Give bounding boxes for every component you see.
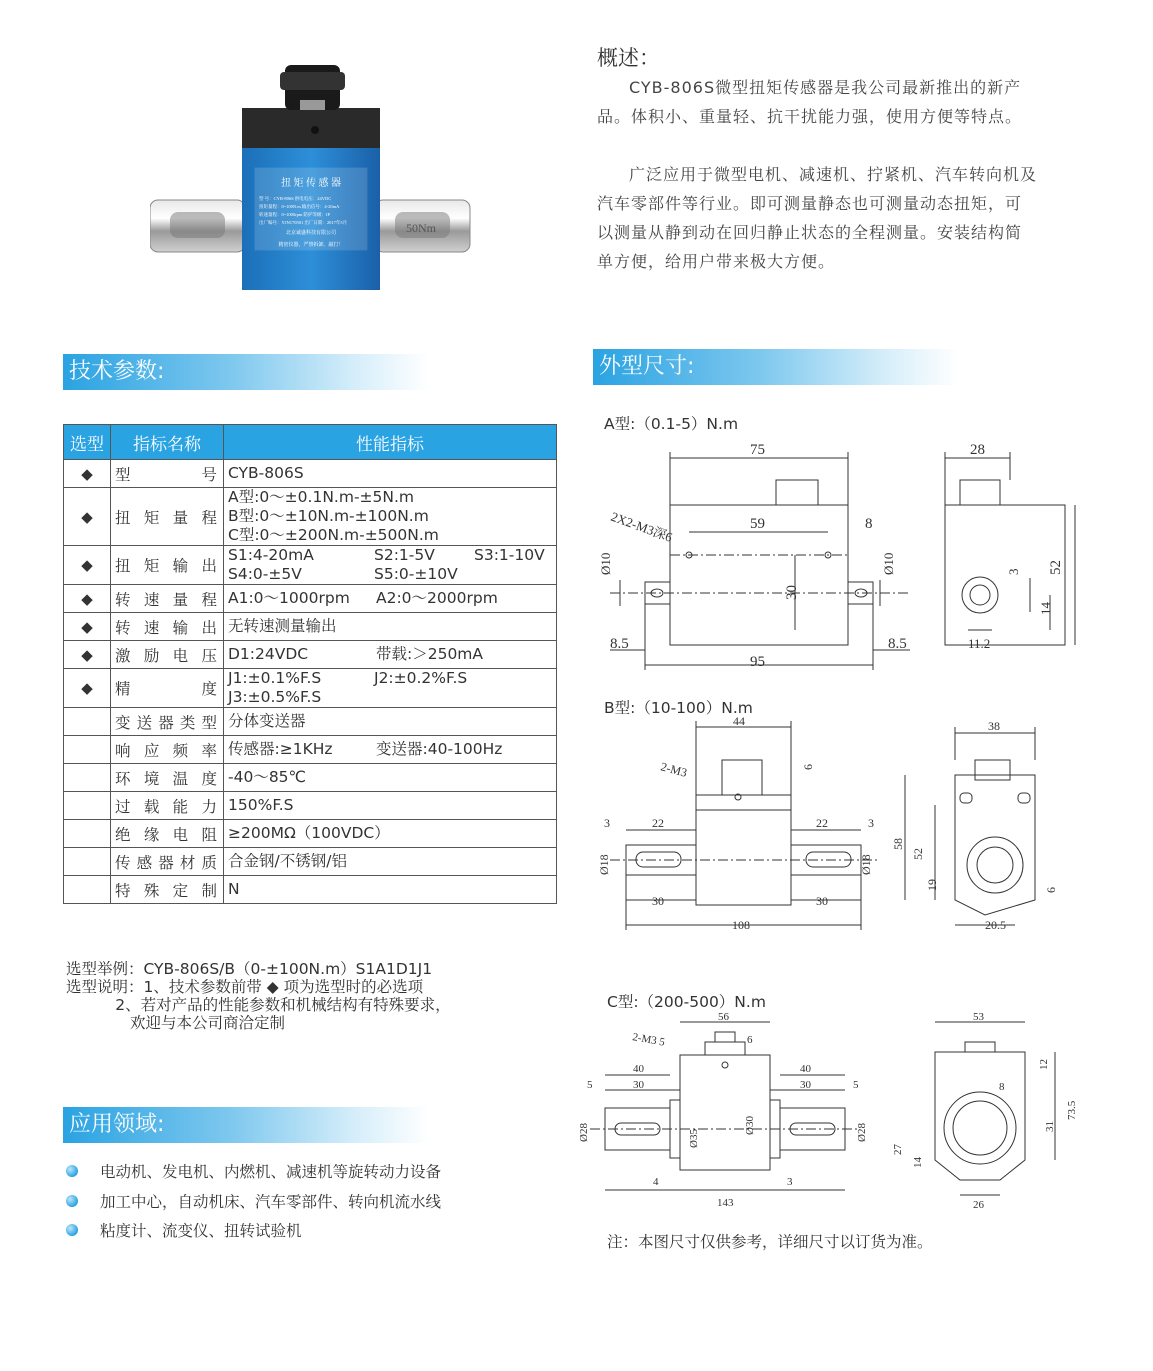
- dim-73-5: 73.5: [1066, 1100, 1078, 1120]
- dim-40-left: 40: [633, 1063, 644, 1075]
- table-row: [64, 848, 557, 876]
- diamond-mark: ◆: [64, 585, 111, 613]
- empty-select: [64, 792, 111, 820]
- value-item: J3:±0.5%F.S: [228, 688, 322, 706]
- dim-12: 12: [1038, 1059, 1050, 1070]
- row-name: 绝缘电阻: [111, 820, 224, 848]
- product-photo: [150, 50, 510, 310]
- empty-select: [64, 764, 111, 792]
- application-item: [66, 1190, 441, 1212]
- bullet-icon: [66, 1195, 78, 1207]
- dim-phi35: Ø35: [688, 1129, 700, 1148]
- dim-59: 59: [750, 516, 765, 532]
- dim-8-c: 8: [999, 1081, 1005, 1093]
- empty-select: [64, 708, 111, 736]
- row-value: N: [224, 876, 557, 904]
- table-row: [64, 876, 557, 904]
- example-line-3: 2、若对产品的性能参数和机械结构有特殊要求，: [66, 996, 451, 1014]
- value-line: C型:0～±200N.m-±500N.m: [228, 526, 439, 544]
- dim-143: 143: [717, 1197, 734, 1209]
- plate-line-3: 转速量程：0~1000rpm 防护等级：IP: [259, 212, 331, 217]
- dim-28: 28: [970, 442, 985, 458]
- dim-6-c: 6: [747, 1034, 753, 1046]
- value-item: S3:1-10V: [474, 546, 545, 564]
- dim-phi18-left: Ø18: [597, 854, 611, 875]
- row-value: [224, 488, 557, 546]
- value-item: A2:0～2000rpm: [376, 589, 498, 607]
- table-row: [64, 764, 557, 792]
- row-name: 变送器类型: [111, 708, 224, 736]
- dim-30-b-left: 30: [652, 894, 664, 908]
- row-value: -40～85℃: [224, 764, 557, 792]
- application-item: [66, 1219, 302, 1241]
- dim-phi30: Ø30: [744, 1116, 756, 1135]
- application-text: 加工中心，自动机床、汽车零部件、转向机流水线: [100, 1193, 442, 1211]
- drawing-type-a: [590, 430, 1110, 680]
- dim-52-b: 52: [911, 848, 925, 860]
- dim-5-c-right: 5: [853, 1079, 859, 1091]
- row-value: [224, 585, 557, 613]
- spec-table: [63, 424, 557, 904]
- table-row: [64, 488, 557, 546]
- dim-6-b-side: 6: [1044, 887, 1058, 893]
- dim-3-b-left: 3: [604, 816, 610, 830]
- row-value: ≥200MΩ（100VDC）: [224, 820, 557, 848]
- dim-8: 8: [865, 516, 873, 532]
- table-row: [64, 613, 557, 641]
- value-item: J2:±0.2%F.S: [374, 669, 468, 687]
- value-line: A型:0～±0.1N.m-±5N.m: [228, 488, 415, 506]
- row-value: 无转速测量输出: [224, 613, 557, 641]
- dim-58: 58: [891, 838, 905, 850]
- row-name: 扭矩输出: [111, 546, 224, 585]
- row-name: 扭矩量程: [111, 488, 224, 546]
- dim-30: 30: [784, 585, 800, 600]
- tech-params-header: 技术参数:: [63, 354, 429, 390]
- dim-20-5: 20.5: [985, 918, 1006, 932]
- col-value: 性能指标: [224, 425, 557, 460]
- dim-14-c: 14: [912, 1157, 924, 1168]
- diamond-mark: ◆: [64, 641, 111, 669]
- diamond-mark: ◆: [64, 669, 111, 708]
- dim-3-c: 3: [787, 1176, 793, 1188]
- row-name: 转速量程: [111, 585, 224, 613]
- value-item: A1:0～1000rpm: [228, 589, 350, 607]
- dim-52: 52: [1048, 560, 1064, 575]
- value-item: S2:1-5V: [374, 546, 435, 564]
- dim-3-b-right: 3: [868, 816, 874, 830]
- row-name: 转速输出: [111, 613, 224, 641]
- dim-8-5-right: 8.5: [888, 636, 907, 652]
- dim-26: 26: [973, 1199, 984, 1211]
- value-item: S4:0-±5V: [228, 565, 302, 583]
- diamond-mark: ◆: [64, 488, 111, 546]
- dim-11-2: 11.2: [968, 636, 991, 651]
- dim-108: 108: [732, 918, 750, 932]
- dim-95: 95: [750, 654, 765, 670]
- overview-title: 概述：: [597, 46, 660, 70]
- dim-3: 3: [1006, 568, 1021, 575]
- plate-line-4: 出厂编号：YJN170501 出厂日期：2017年5月: [259, 220, 348, 225]
- row-name: 激励电压: [111, 641, 224, 669]
- dim-phi18-right: Ø18: [859, 854, 873, 875]
- col-select: 选型: [64, 425, 111, 460]
- table-row: [64, 820, 557, 848]
- table-header-row: [64, 425, 557, 460]
- example-line-4: 欢迎与本公司商洽定制: [66, 1014, 286, 1032]
- value-item: 带载:＞250mA: [376, 645, 484, 663]
- row-value: 合金钢/不锈钢/铝: [224, 848, 557, 876]
- table-row: [64, 460, 557, 488]
- applications-header: 应用领域:: [63, 1107, 429, 1143]
- row-name: 特殊定制: [111, 876, 224, 904]
- dim-56: 56: [718, 1011, 729, 1023]
- dim-6-b: 6: [801, 764, 815, 770]
- overview-p2-text: 广泛应用于微型电机、减速机、拧紧机、汽车转向机及汽车零部件等行业。即可测量静态也可测量动态扭矩，可以测量从静到动在回归静止状态的全程测量。安装结构简单方便，给用户带来极大方便。: [597, 165, 1038, 271]
- bullet-icon: [66, 1224, 78, 1236]
- row-value: [224, 669, 557, 708]
- example-line-1: 选型举例：CYB-806S/B（0-±100N.m）S1A1D1J1: [66, 960, 433, 978]
- empty-select: [64, 848, 111, 876]
- row-value: CYB-806S: [224, 460, 557, 488]
- dim-5-c-left: 5: [587, 1079, 593, 1091]
- dim-75: 75: [750, 442, 765, 458]
- plate-company: 北京诚盛科技有限公司: [285, 231, 337, 236]
- plate-title: 扭 矩 传 感 器: [281, 178, 341, 189]
- dim-30-b-right: 30: [816, 894, 828, 908]
- shaft-mark: 50Nm: [406, 221, 436, 235]
- dim-19: 19: [925, 879, 939, 891]
- type-a-label: A型:（0.1-5）N.m: [604, 415, 739, 433]
- table-row: [64, 708, 557, 736]
- hole-spec-b: 2-M3: [659, 759, 689, 780]
- empty-select: [64, 876, 111, 904]
- empty-select: [64, 820, 111, 848]
- table-row: [64, 669, 557, 708]
- dimensions-header: 外型尺寸:: [593, 349, 959, 385]
- dim-44: 44: [733, 715, 745, 728]
- value-item: S1:4-20mA: [228, 546, 314, 564]
- diamond-mark: ◆: [64, 460, 111, 488]
- dim-8-5-left: 8.5: [610, 636, 629, 652]
- value-item: 变送器:40-100Hz: [376, 740, 503, 758]
- diamond-mark: ◆: [64, 546, 111, 585]
- plate-line-1: 型 号：CYB-806S 供电电压：24VDC: [259, 196, 332, 201]
- application-text: 粘度计、流变仪、扭转试验机: [100, 1222, 302, 1240]
- drawing-type-c: [575, 1010, 1105, 1215]
- type-c-label: C型:（200-500）N.m: [607, 993, 766, 1011]
- table-row: [64, 641, 557, 669]
- dim-phi10-left: Ø10: [598, 552, 613, 575]
- dim-30-c-left: 30: [633, 1079, 644, 1091]
- row-value: 150%F.S: [224, 792, 557, 820]
- type-b-label: B型:（10-100）N.m: [604, 699, 753, 717]
- col-name: 指标名称: [111, 425, 224, 460]
- row-name: 传感器材质: [111, 848, 224, 876]
- bullet-icon: [66, 1165, 78, 1177]
- drawing-type-b: [590, 715, 1110, 945]
- dim-14: 14: [1038, 602, 1053, 615]
- dim-53: 53: [973, 1011, 984, 1023]
- application-text: 电动机、发电机、内燃机、减速机等旋转动力设备: [100, 1163, 442, 1181]
- row-name: 环境温度: [111, 764, 224, 792]
- table-row: [64, 736, 557, 764]
- row-value: [224, 736, 557, 764]
- dim-22-b-left: 22: [652, 816, 664, 830]
- row-value: [224, 641, 557, 669]
- empty-select: [64, 736, 111, 764]
- table-row: [64, 585, 557, 613]
- drawing-note: 注：本图尺寸仅供参考，详细尺寸以订货为准。: [607, 1233, 933, 1251]
- row-name: 响应频率: [111, 736, 224, 764]
- plate-line-2: 扭矩量程：0~100N.m 输出信号：4-20mA: [259, 204, 340, 209]
- value-item: J1:±0.1%F.S: [228, 669, 322, 687]
- value-item: S5:0-±10V: [374, 565, 458, 583]
- row-value: 分体变送器: [224, 708, 557, 736]
- selection-example: [66, 960, 451, 1032]
- row-name: 精度: [111, 669, 224, 708]
- dim-40-right: 40: [800, 1063, 811, 1075]
- row-name: 过载能力: [111, 792, 224, 820]
- dim-38: 38: [988, 719, 1000, 733]
- value-line: B型:0～±10N.m-±100N.m: [228, 507, 429, 525]
- row-name: 型号: [111, 460, 224, 488]
- row-value: [224, 546, 557, 585]
- dim-30-c-right: 30: [800, 1079, 811, 1091]
- dim-27: 27: [892, 1144, 904, 1155]
- overview-paragraph-2: [597, 160, 1037, 276]
- dim-phi28-right: Ø28: [856, 1123, 868, 1142]
- dim-31: 31: [1044, 1121, 1056, 1132]
- dim-22-b-right: 22: [816, 816, 828, 830]
- dim-phi10-right: Ø10: [881, 552, 896, 575]
- value-item: D1:24VDC: [228, 645, 309, 663]
- hole-spec: 2X2-M3深6: [608, 508, 675, 545]
- diamond-mark: ◆: [64, 613, 111, 641]
- plate-slogan: 精密仪器，严禁拆卸、敲打！: [278, 243, 344, 248]
- overview-paragraph-1: [597, 73, 1037, 131]
- example-line-2: 选型说明：1、技术参数前带 ◆ 项为选型时的必选项: [66, 978, 424, 996]
- dim-phi28-left: Ø28: [578, 1123, 590, 1142]
- table-row: [64, 792, 557, 820]
- overview-p1-text: CYB-806S微型扭矩传感器是我公司最新推出的新产品。体积小、重量轻、抗干扰能力强，使用方便等特点。: [597, 78, 1023, 126]
- table-row: [64, 546, 557, 585]
- hole-spec-c: 2-M3 5: [631, 1031, 666, 1049]
- application-item: [66, 1160, 441, 1182]
- dim-4-c: 4: [653, 1176, 659, 1188]
- value-item: 传感器:≥1KHz: [228, 740, 333, 758]
